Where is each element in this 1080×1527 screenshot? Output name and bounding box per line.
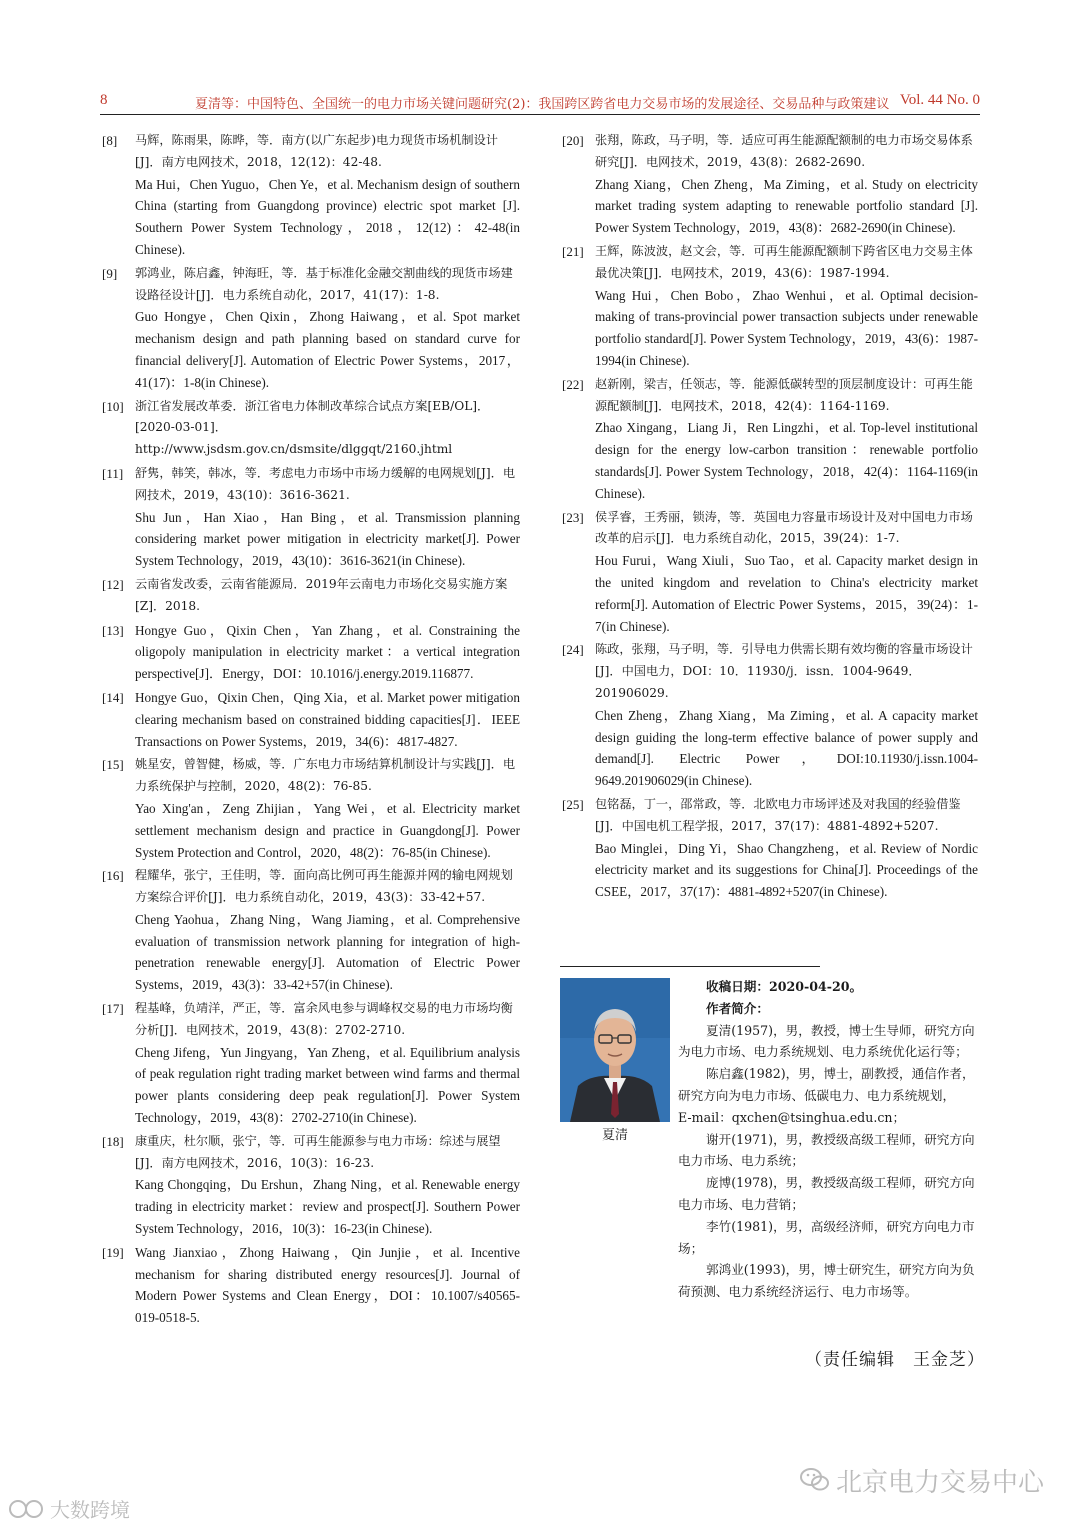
reference-item [560,639,978,792]
reference-item [100,754,520,863]
watermark-left [8,1494,130,1525]
reference-item [100,263,520,394]
reference-chinese-text: 云南省发改委，云南省能源局．2019年云南电力市场化交易实施方案[Z]．2018. [135,576,508,613]
author-list [678,1020,978,1303]
reference-english-text: Yao Xing'an，Zeng Zhijian，Yang Wei，et al. Electricity market settlement mechanism design and practice in Guangdong[J]. Power System Protection and Control，2020，48(2)：76-85(in Chinese). [135,800,520,860]
reference-chinese-text: 程基峰，负靖洋，严正，等．富余风电参与调峰权交易的电力市场均衡分析[J]．电网技术，2019，43(8)：2702-2710. [135,1001,513,1037]
received-date: 收稿日期：2020-04-20。 [706,979,863,994]
references-right-column [560,130,978,905]
reference-english-text: Ma Hui，Chen Yuguo，Chen Ye，et al. Mechanism design of southern China (starting from Guangdong province) electric spot market [J]. Southern Power System Technology，2018，12(12)：42-48(in Chinese). [135,176,520,257]
reference-number: [19] [102,1244,124,1260]
author-bio-entry: 郭鸿业(1993)，男，博士研究生，研究方向为负荷预测、电力系统经济运行、电力市场等。 [678,1262,975,1300]
reference-number: [17] [102,1001,124,1017]
watermark-right [800,1462,1044,1500]
reference-chinese-text: 舒隽，韩笑，韩冰，等．考虑电力市场中市场力缓解的电网规划[J]．电网技术，2019，43(10)：3616-3621. [135,465,516,502]
reference-chinese-text: 包铭磊，丁一，邵常政，等．北欧电力市场评述及对我国的经验借鉴[J]．中国电机工程学报，2017，37(17)：4881-4892+5207. [595,796,961,833]
author-portrait-icon [560,978,670,1122]
reference-number: [25] [562,796,584,812]
reference-number: [8] [102,133,118,148]
reference-chinese-text: 浙江省发展改革委．浙江省电力体制改革综合试点方案[EB/OL]．[2020-03-01]．http://www.jsdsm.gov.cn/dsmsite/dlggqt/2160.jhtml [135,398,490,457]
reference-chinese-text: 康重庆，杜尔顺，张宁，等．可再生能源参与电力市场：综述与展望[J]．南方电网技术，2016，10(3)：16-23. [135,1133,501,1170]
page-number: 8 [100,92,108,108]
reference-item [560,241,978,372]
reference-number: [15] [102,757,124,773]
reference-item [100,396,520,461]
reference-english-text: Chen Zheng，Zhang Xiang，Ma Ziming，et al. A capacity market design guiding the long-term effective balance of power supply and demand[J]. Electric Power，DOI:10.11930/j.issn.1004-9649.201906029(in Chinese). [595,707,978,789]
reference-number: [22] [562,376,584,392]
reference-number: [16] [102,868,124,884]
author-photo [560,978,670,1122]
reference-english-text: Hongye Guo，Qixin Chen，Qing Xia，et al. Market power mitigation clearing mechanism based on constrained bidding capacities[J]．IEEE Transactions on Power Systems，2019，34(6)：4817-4827. [135,689,520,749]
reference-number: [24] [562,642,584,658]
reference-chinese-text: 张翔，陈政，马子明，等．适应可再生能源配额制的电力市场交易体系研究[J]．电网技术，2019，43(8)：2682-2690. [595,133,973,169]
reference-number: [12] [102,576,124,592]
reference-item [100,620,520,685]
reference-chinese-text: 郭鸿业，陈启鑫，钟海旺，等．基于标准化金融交割曲线的现货市场建设路径设计[J]．电力系统自动化，2017，41(17)：1-8. [135,265,513,302]
reference-chinese-text: 侯孚睿，王秀丽，锁涛，等．英国电力容量市场设计及对中国电力市场改革的启示[J]．电力系统自动化，2015，39(24)：1-7. [595,509,973,546]
reference-item [560,374,978,505]
reference-number: [13] [102,622,124,638]
running-header [100,92,980,115]
reference-number: [14] [102,689,124,705]
reference-number: [20] [562,133,584,148]
reference-number: [9] [102,265,118,281]
reference-english-text: Shu Jun，Han Xiao，Han Bing，et al. Transmission planning considering market power mitigation in electricity market[J]. Power System Technology，2019，43(10)：3616-3621(in Chinese). [135,509,520,569]
reference-chinese-text: 赵新刚，梁吉，任领志，等．能源低碳转型的顶层制度设计：可再生能源配额制[J]．电网技术，2018，42(4)：1164-1169. [595,376,973,413]
author-bio-entry: 李竹(1981)，男，高级经济师，研究方向电力市场； [678,1218,975,1256]
author-bio-entry: 庞博(1978)，男，教授级高级工程师，研究方向电力市场、电力营销； [678,1175,975,1212]
weibo-logo-icon [8,1498,48,1525]
reference-number: [18] [102,1133,124,1149]
reference-english-text: Zhao Xingang，Liang Ji，Ren Lingzhi，et al. Top-level institutional design for the energy low-carbon transition：renewable portfolio standards[J]. Power System Technology，2018，42(4)：1164-1169(in Chinese). [595,420,978,501]
reference-number: [21] [562,243,584,259]
reference-chinese-text: 陈政，张翔，马子明，等．引导电力供需长期有效均衡的容量市场设计[J]．中国电力，DOI：10．11930/j．issn．1004-9649．201906029. [595,642,973,700]
reference-english-text: Guo Hongye，Chen Qixin，Zhong Haiwang，et al. Spot market mechanism design and path planning based on standard curve for financial delivery[J]. Automation of Electric Power Systems，2017，41(17)：1-8(in Chinese). [135,309,520,390]
reference-item [100,574,520,618]
watermark-left-text: 大数跨境 [50,1498,130,1522]
reference-chinese-text: 姚星安，曾智健，杨威，等．广东电力市场结算机制设计与实践[J]．电力系统保护与控制，2020，48(2)：76-85. [135,757,516,794]
separator-line [560,966,820,967]
reference-english-text: Zhang Xiang，Chen Zheng，Ma Ziming，et al. Study on electricity market trading system adapting to renewable portfolio standard [J]. Power System Technology，2019，43(8)：2682-2690(in Chinese). [595,176,978,236]
reference-english-text: Wang Hui，Chen Bobo，Zhao Wenhui，et al. Optimal decision-making of trans-provincial power transaction subjects under renewable portfolio standard[J]. Power System Technology，2019，43(6)：1987- 1994(in Chinese). [595,287,978,368]
reference-english-text: Cheng Yaohua，Zhang Ning，Wang Jiaming，et al. Comprehensive evaluation of transmission network planning for integration of high-penetration renewable energy[J]. Automation of Electric Power Systems，2019，43(3)：33-42+57(in Chinese). [135,911,520,993]
volume-label: Vol. 44 No. 0 [899,92,980,108]
author-bio-entry: 陈启鑫(1982)，男，博士，副教授，通信作者，研究方向为电力市场、低碳电力、电力系统规划， [678,1066,975,1103]
author-bio-entry: 谢开(1971)，男，教授级高级工程师，研究方向电力市场、电力系统； [678,1131,975,1169]
wechat-icon [800,1467,830,1500]
references-left-column [100,130,520,1331]
reference-item [560,130,978,239]
author-bio-entry: 夏清(1957)，男，教授，博士生导师，研究方向为电力市场、电力系统规划、电力系统优化运行等； [678,1022,975,1060]
reference-number: [10] [102,398,124,414]
reference-chinese-text: 马辉，陈雨果，陈晔，等．南方(以广东起步)电力现货市场机制设计[J]．南方电网技术，2018，12(12)：42-48. [135,133,498,169]
reference-item [100,998,520,1129]
watermark-right-text: 北京电力交易中心 [836,1468,1045,1498]
responsible-editor: （责任编辑 王金芝） [805,1350,985,1370]
reference-item [100,463,520,572]
reference-item [560,507,978,638]
reference-english-text: Hongye Guo，Qixin Chen，Yan Zhang，et al. Constraining the oligopoly manipulation in electricity market：a vertical integration perspective[J]．Energy，DOI：10.1016/j.energy.2019.116877. [135,622,520,682]
reference-english-text: Hou Furui，Wang Xiuli，Suo Tao，et al. Capacity market design in the united kingdom and revelation to China's electricity market reform[J]. Automation of Electric Power Systems，2015，39(24)：1-7(in Chinese). [595,553,978,634]
reference-item [100,687,520,752]
reference-item [100,865,520,996]
reference-chinese-text: 王辉，陈波波，赵文会，等．可再生能源配额制下跨省区电力交易主体最优决策[J]．电网技术，2019，43(6)：1987-1994. [595,243,973,280]
reference-chinese-text: 程耀华，张宁，王佳明，等．面向高比例可再生能源并网的输电网规划方案综合评价[J]．电力系统自动化，2019，43(3)：33-42+57. [135,868,513,905]
reference-number: [23] [562,509,584,525]
reference-english-text: Kang Chongqing，Du Ershun，Zhang Ning，et al. Renewable energy trading in electricity market：review and prospect[J]. Southern Power System Technology，2016，10(3)：16-23(in Chinese). [135,1177,520,1237]
photo-caption: 夏清 [601,1128,628,1143]
reference-english-text: Wang Jianxiao，Zhong Haiwang，Qin Junjie，et al. Incentive mechanism for sharing distributed energy resources[J]. Journal of Modern Power Systems and Clean Energy，DOI：10.1007/s40565-019-0518-5. [135,1244,520,1326]
intro-label: 作者简介： [706,1000,769,1016]
author-bio-entry: E-mail：qxchen@tsinghua.edu.cn； [678,1109,906,1125]
reference-number: [11] [102,465,124,481]
reference-english-text: Cheng Jifeng，Yun Jingyang，Yan Zheng，et al. Equilibrium analysis of peak regulation right trading market between wind farms and thermal power plants considering deep peak regulation[J]. Power System Technology，2019，43(8)：2702-2710(in Chinese). [135,1044,520,1126]
reference-item [560,794,978,903]
reference-english-text: Bao Minglei，Ding Yi，Shao Changzheng，et al. Review of Nordic electricity market and its suggestions for China[J]. Proceedings of the CSEE，2017，37(17)：4881-4892+5207(in Chinese). [595,840,978,900]
reference-item [100,130,520,261]
reference-item [100,1131,520,1240]
running-title: 夏清等：中国特色、全国统一的电力市场关键问题研究(2)：我国跨区跨省电力交易市场的发展途径、交易品种与政策建议 [195,97,890,112]
author-bio [678,976,978,1303]
reference-item [100,1242,520,1329]
